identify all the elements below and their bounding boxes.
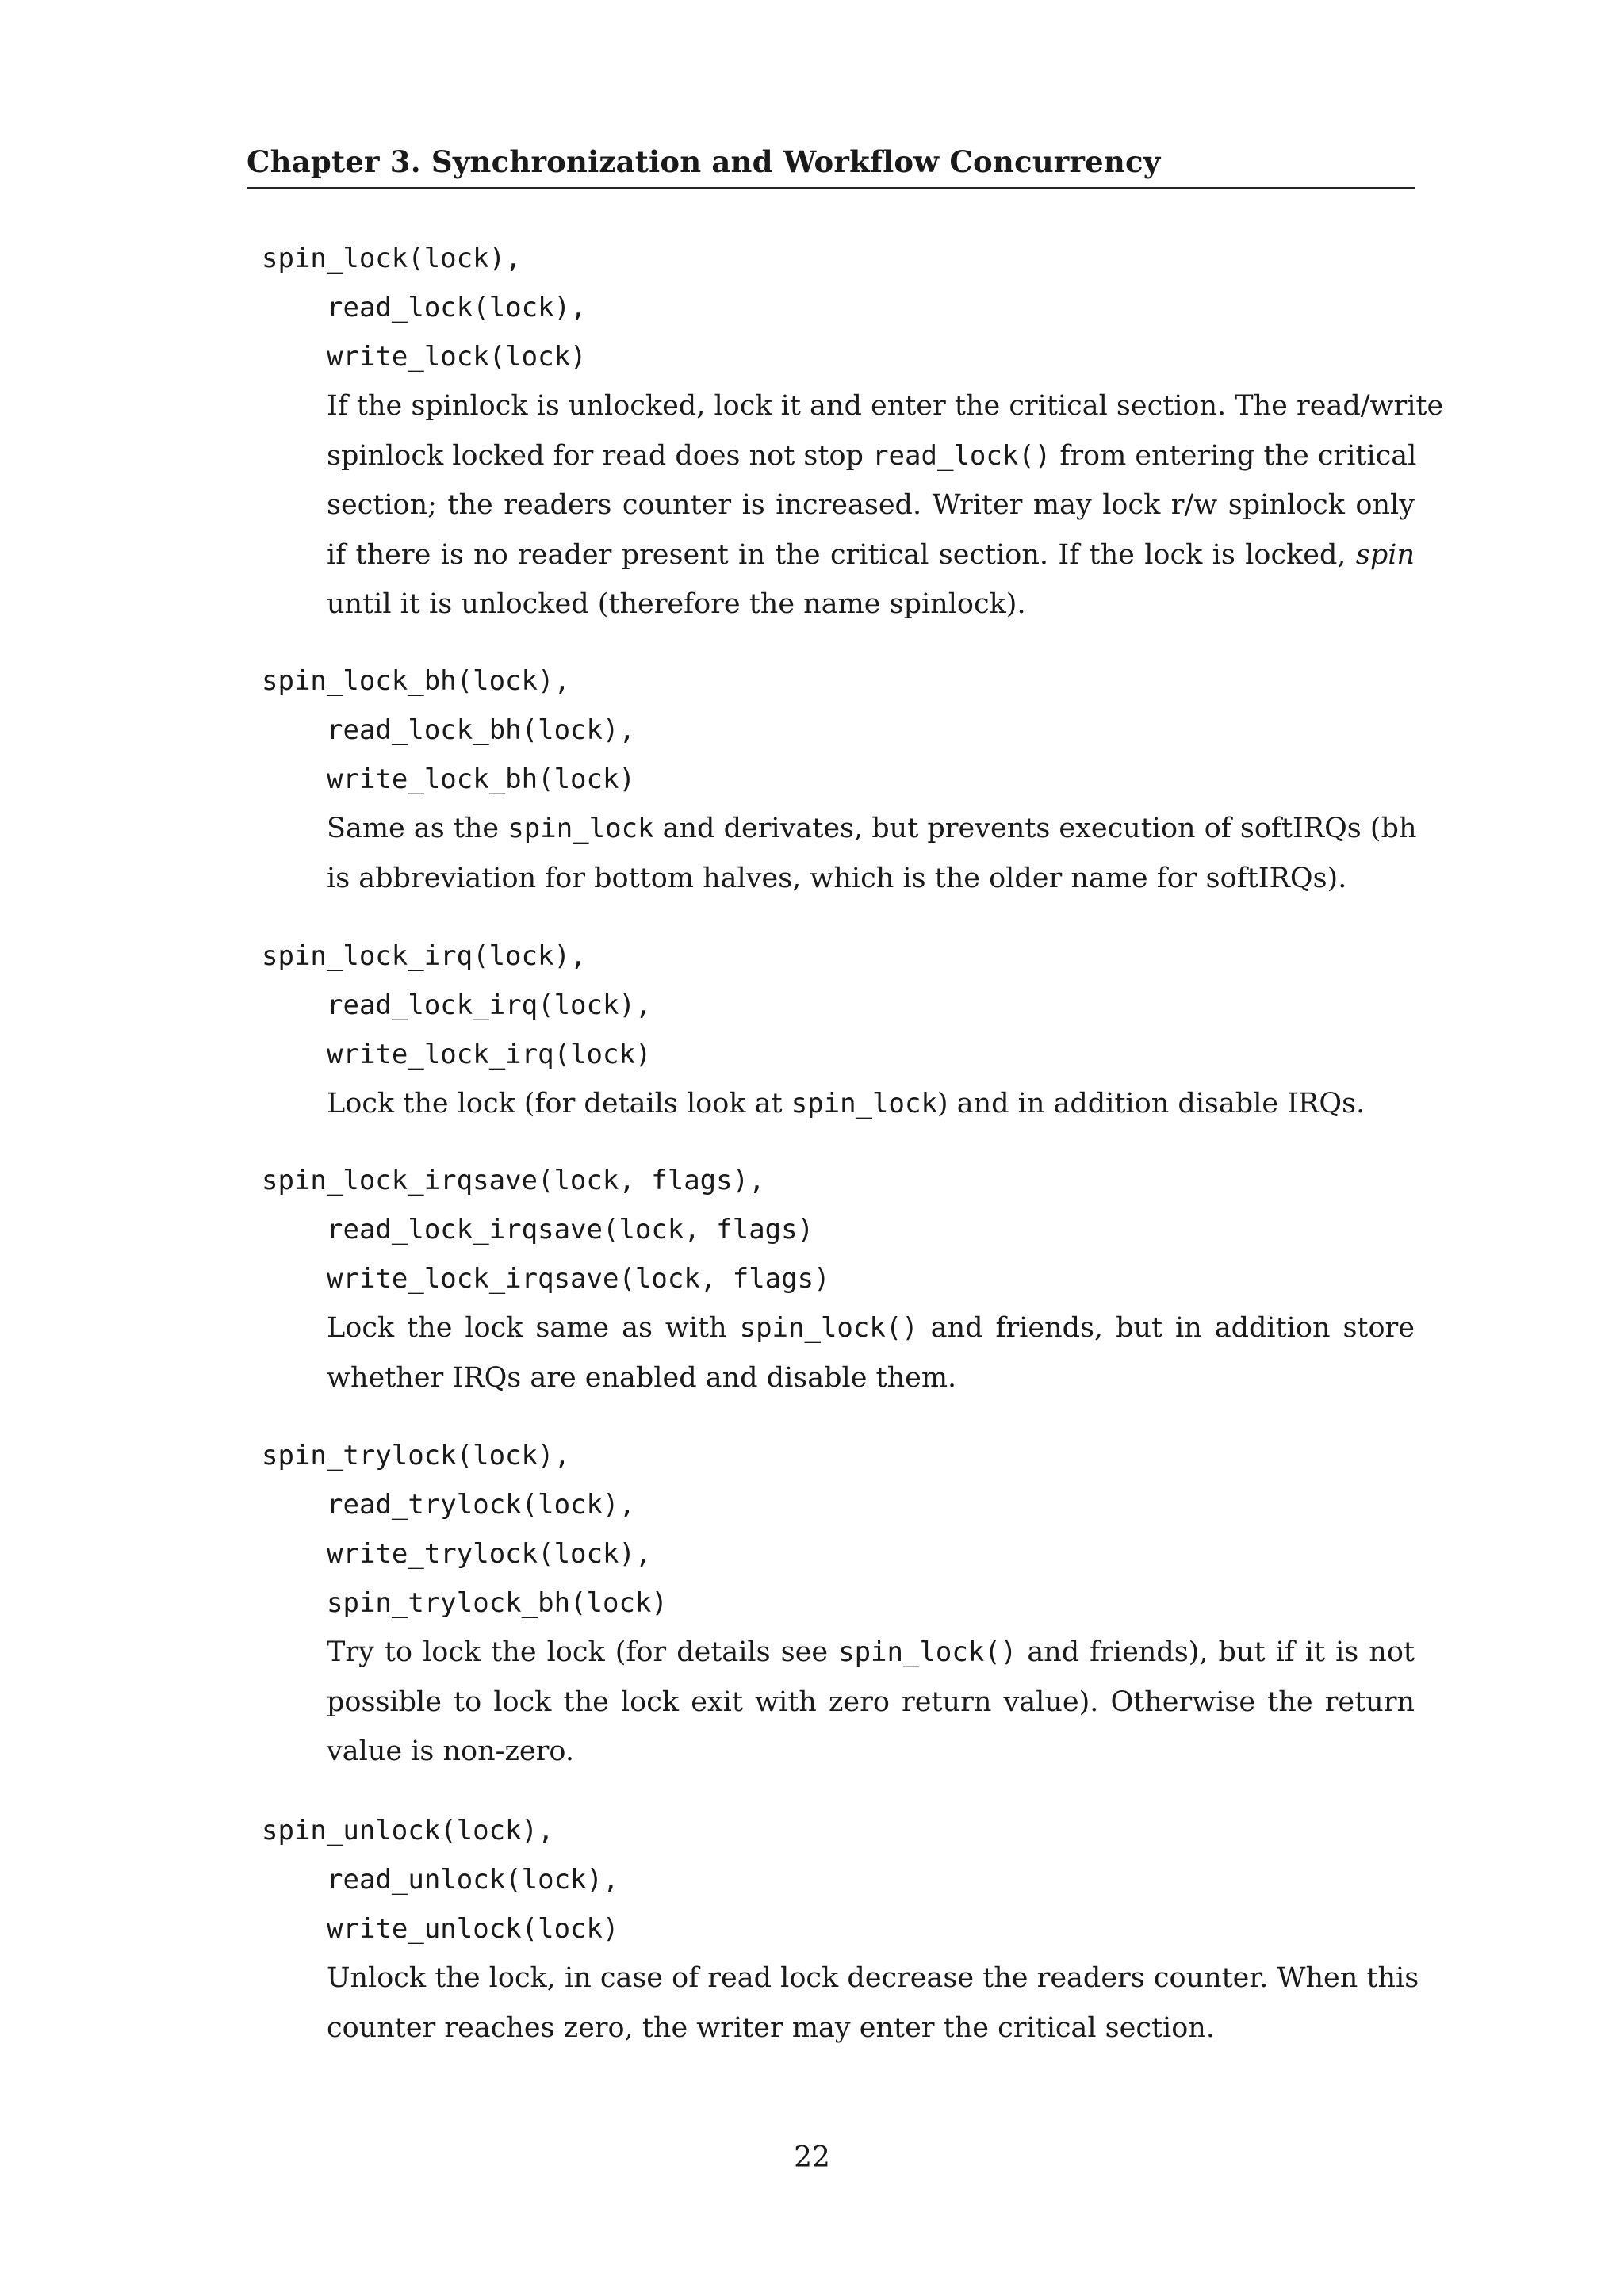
entry-spin-trylock [262,1431,1415,1777]
signature-read-lock: read_lock(lock), [327,292,587,323]
signature-spin-lock-irqsave: spin_lock_irqsave(lock, flags), [262,1165,765,1196]
description-line: If the spinlock is unlocked, lock it and enter the critical section. The read/write [327,390,1444,422]
description-text: spinlock locked for read does not stop [327,439,873,472]
inline-code: spin_lock [791,1088,937,1119]
description-spin-lock-irq [327,1079,1415,1129]
signature-spin-unlock: spin_unlock(lock), [262,1815,554,1846]
description-text: Lock the lock (for details look at [327,1088,791,1119]
entry-spin-lock-irq [262,932,1415,1129]
description-line: is abbreviation for bottom halves, which is the older name for softIRQs). [327,862,1347,894]
description-line [327,431,1415,481]
signature-write-lock: write_lock(lock) [327,341,587,373]
description-line [327,1628,1415,1678]
chapter-header: Chapter 3. Synchronization and Workflow Concurrency [247,144,1161,179]
inline-code: spin_lock [508,813,654,844]
description-spin-lock-irqsave [327,1303,1415,1402]
signature-spin-lock: spin_lock(lock), [262,243,522,274]
signature-read-lock-irqsave: read_lock_irqsave(lock, flags) [327,1214,814,1246]
description-line: counter reaches zero, the writer may enter the critical section. [327,2011,1215,2044]
description-text: ) and in addition disable IRQs. [936,1088,1365,1119]
description-spin-lock-bh [327,804,1415,903]
signature-write-lock-bh: write_lock_bh(lock) [327,763,635,795]
emphasis-text: spin [1355,538,1415,571]
description-text: from entering the critical [1051,439,1417,472]
description-line: Unlock the lock, in case of read lock decrease the readers counter. When this [327,1962,1419,1994]
description-text: Lock the lock same as with [327,1312,740,1344]
description-line [327,1079,1415,1129]
description-text: Same as the [327,813,508,844]
description-text: if there is no reader present in the critical section. If the lock is locked, [327,538,1356,571]
signature-write-lock-irqsave: write_lock_irqsave(lock, flags) [327,1263,830,1295]
signature-write-trylock: write_trylock(lock), [327,1538,652,1570]
description-line [327,530,1415,580]
inline-code: spin_lock() [838,1636,1017,1668]
signature-spin-lock-irq: spin_lock_irq(lock), [262,940,587,972]
description-text: and derivates, but prevents execution of softIRQs (bh [653,813,1417,844]
description-spin-lock [327,381,1444,629]
description-text: and friends, but in addition store [917,1312,1415,1344]
signature-read-unlock: read_unlock(lock), [327,1864,619,1896]
description-line: whether IRQs are enabled and disable them. [327,1361,957,1394]
description-line [327,804,1415,854]
inline-code: spin_lock() [739,1312,918,1344]
signature-read-lock-irq: read_lock_irq(lock), [327,989,652,1021]
description-line: value is non-zero. [327,1735,574,1767]
signature-spin-lock-bh: spin_lock_bh(lock), [262,665,570,697]
description-spin-trylock [327,1628,1415,1777]
description-text: Try to lock the lock (for details see [327,1636,839,1668]
signature-write-lock-irq: write_lock_irq(lock) [327,1039,652,1070]
page-number: 22 [794,2141,830,2174]
signature-read-lock-bh: read_lock_bh(lock), [327,714,635,746]
entry-spin-lock [262,234,1444,629]
description-line: possible to lock the lock exit with zero return value). Otherwise the return [327,1686,1415,1718]
header-rule [247,187,1415,189]
signature-read-trylock: read_trylock(lock), [327,1489,635,1521]
description-line: section; the readers counter is increased. Writer may lock r/w spinlock only [327,489,1415,521]
description-line: until it is unlocked (therefore the name spinlock). [327,588,1026,620]
signature-spin-trylock-bh: spin_trylock_bh(lock) [327,1587,668,1619]
entry-spin-unlock [262,1806,1419,2053]
entry-spin-lock-bh [262,656,1415,903]
description-text: and friends), but if it is not [1017,1636,1415,1668]
signature-spin-trylock: spin_trylock(lock), [262,1440,570,1471]
signature-write-unlock: write_unlock(lock) [327,1913,619,1945]
description-line [327,1303,1415,1353]
entry-spin-lock-irqsave [262,1156,1415,1402]
description-spin-unlock [327,1954,1419,2053]
inline-code: read_lock() [872,439,1051,472]
